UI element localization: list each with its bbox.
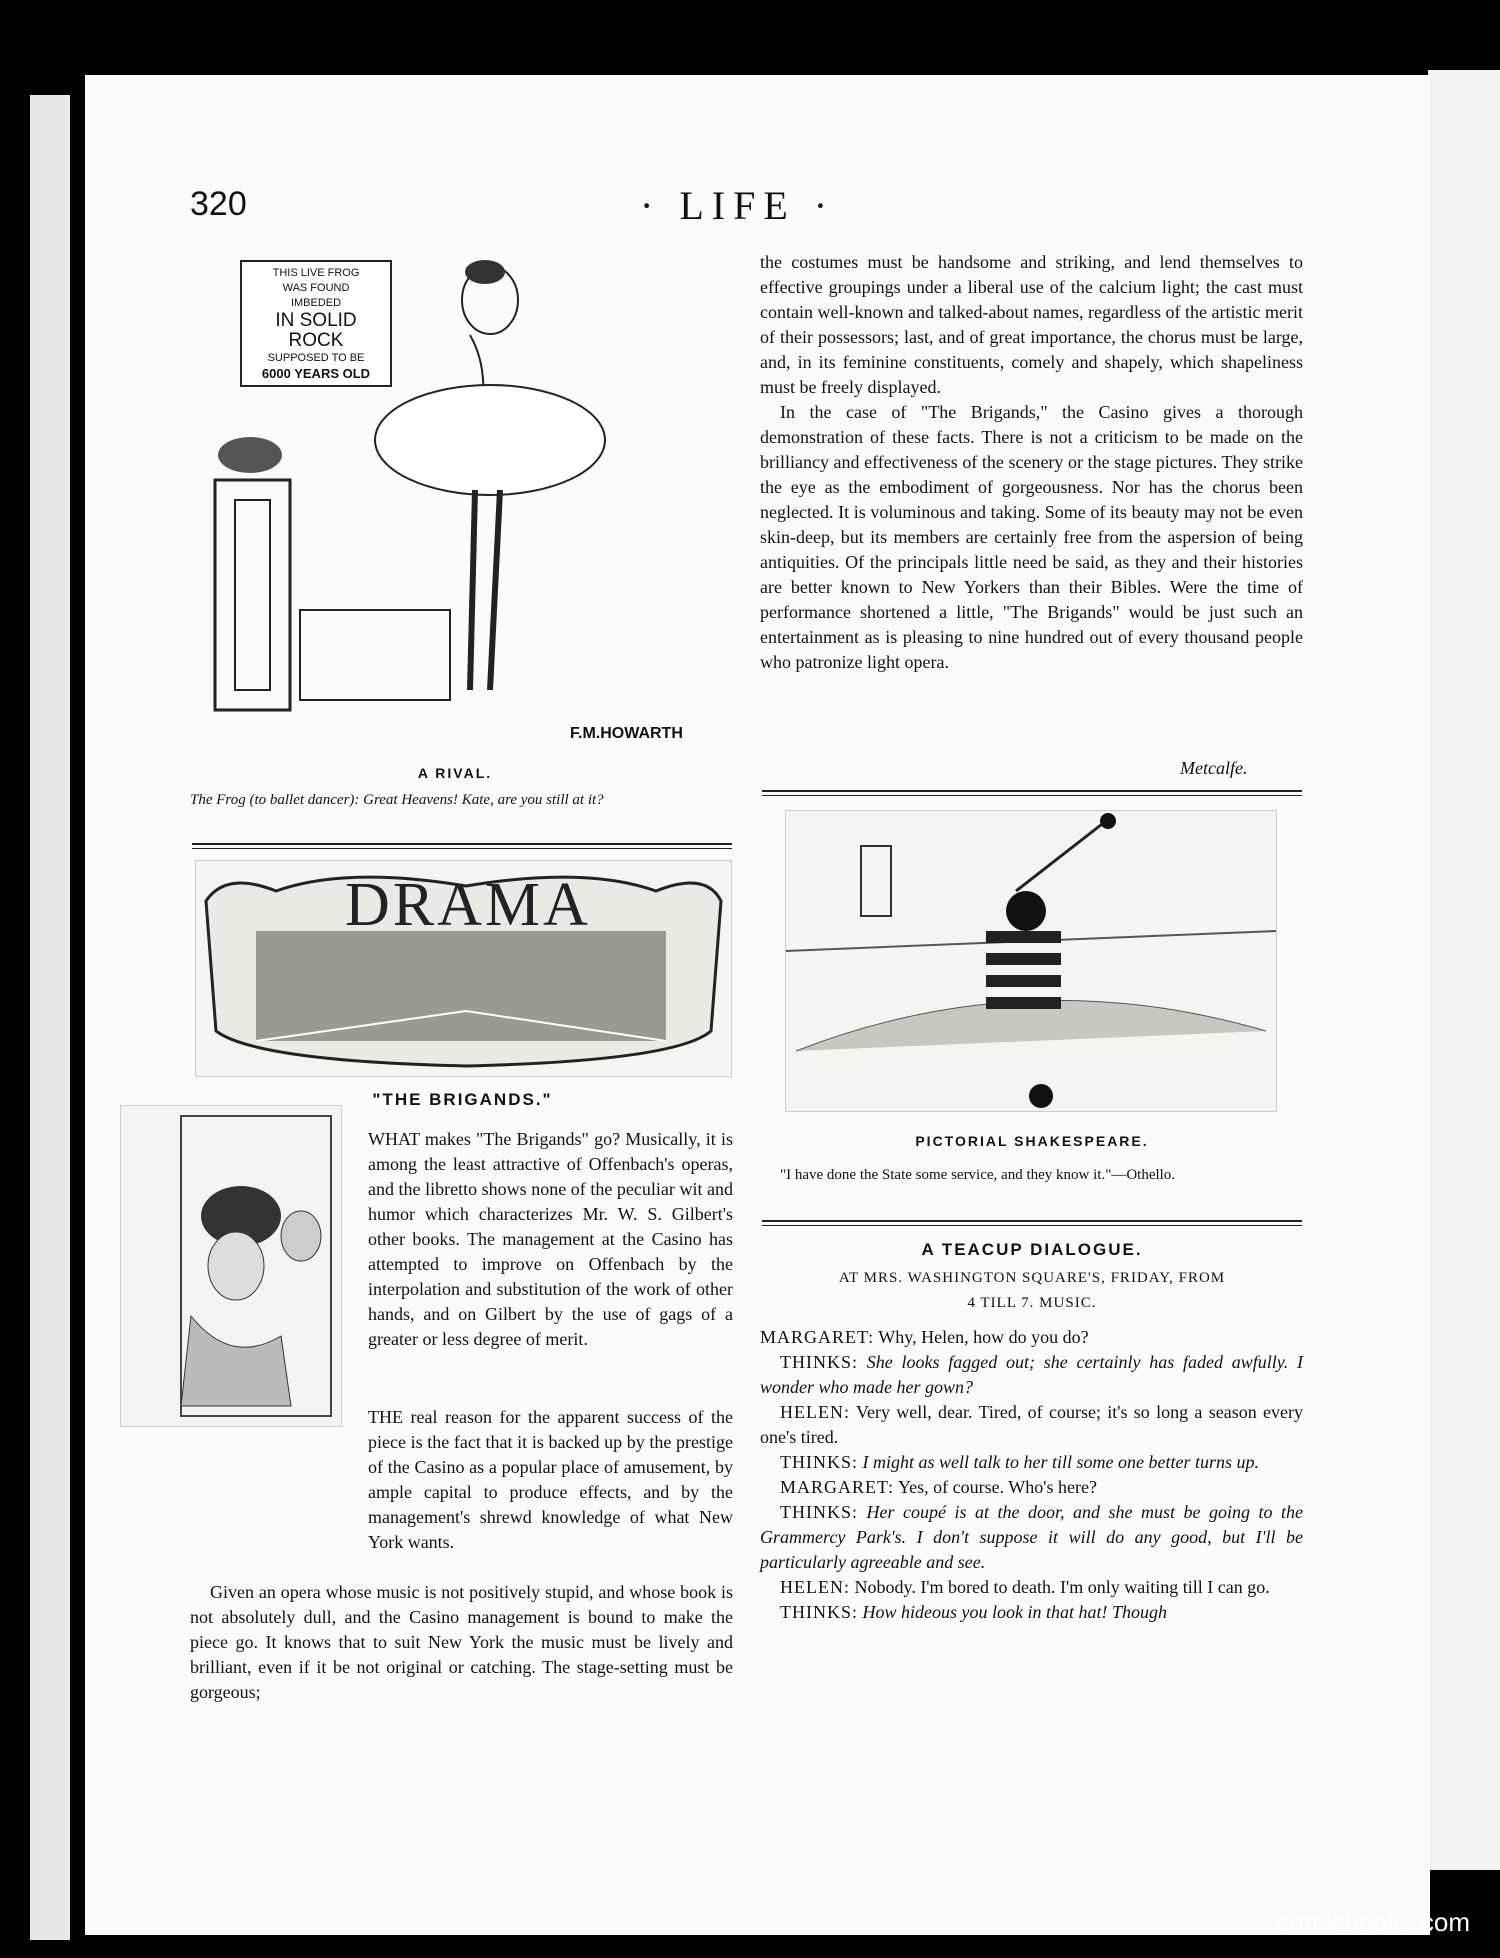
paragraph: THE real reason for the apparent success of the piece is the fact that it is backed up by the prestige of the Casino as a popular place of amusement, by ample capital to produce effects, and by the management's shrewd knowledge of what New York wants. bbox=[368, 1407, 733, 1552]
brigands-paragraph-2 bbox=[368, 1405, 733, 1555]
sign-line: IN SOLID bbox=[275, 310, 357, 331]
speaker: THINKS: bbox=[780, 1502, 858, 1522]
sign-line: ROCK bbox=[288, 330, 344, 351]
actress-drawing bbox=[121, 1106, 341, 1426]
site-watermark: comicbooks.com bbox=[1276, 1907, 1470, 1937]
dialogue-line bbox=[760, 1350, 1303, 1400]
dialogue-text: I might as well talk to her till some one better turns up. bbox=[862, 1452, 1259, 1472]
shakespeare-title: PICTORIAL SHAKESPEARE. bbox=[915, 1133, 1149, 1149]
dialogue-line bbox=[760, 1325, 1303, 1350]
paragraph: WHAT makes "The Brigands" go? Musically, it is among the least attractive of Offenbach's operas, and the libretto shows none of the peculiar wit and humor which characterizes Mr. W. S. Gilbert's other books. The management at the Casino has attempted to improve on Offenbach by the interpolation and substitution of the work of other hands, and on Gilbert by the use of gags of a greater or less degree of merit. bbox=[368, 1129, 733, 1349]
brigands-paragraph-1 bbox=[368, 1127, 733, 1352]
dialogue-line bbox=[760, 1575, 1303, 1600]
speaker: HELEN: bbox=[780, 1577, 850, 1597]
convict-drawing bbox=[786, 811, 1276, 1111]
dialogue-text: Her coupé is at the door, and she must be going to the Grammercy Park's. I don't suppose it will do any good, but I'll be particularly agreeable and see. bbox=[760, 1502, 1304, 1572]
sign-line: 6000 YEARS OLD bbox=[261, 366, 371, 381]
sign-line: IMBEDED bbox=[290, 297, 342, 309]
teacup-title: A TEACUP DIALOGUE. bbox=[921, 1240, 1143, 1259]
brigands-paragraph-3 bbox=[190, 1580, 733, 1705]
shakespeare-caption: "I have done the State some service, and they know it."—Othello. bbox=[780, 1167, 1176, 1183]
sign-line: WAS FOUND bbox=[282, 282, 350, 294]
dialogue-text: She looks fagged out; she certainly has faded awfully. I wonder who made her gown? bbox=[760, 1352, 1304, 1397]
frog-sign bbox=[240, 260, 392, 387]
rival-caption: The Frog (to ballet dancer): Great Heavens! Kate, are you still at it? bbox=[190, 792, 604, 808]
section-rule bbox=[762, 1220, 1302, 1226]
adjacent-page bbox=[1428, 70, 1500, 1870]
dialogue-line bbox=[760, 1400, 1303, 1450]
dialogue-text: Yes, of course. Who's here? bbox=[897, 1477, 1097, 1497]
dialogue-text: How hideous you look in that hat! Though bbox=[862, 1602, 1167, 1622]
actress-illustration bbox=[120, 1105, 342, 1427]
dialogue-line bbox=[760, 1500, 1303, 1575]
paragraph: Given an opera whose music is not positively stupid, and whose book is not absolutely dull, and the Casino management is bound to make the piece go. It knows that to suit New York the music must be lively and brilliant, even if it be not original or catching. The stage-setting must be gorgeous; bbox=[190, 1582, 733, 1702]
speaker: HELEN: bbox=[780, 1402, 850, 1422]
teacup-subtitle: 4 TILL 7. MUSIC. bbox=[967, 1295, 1097, 1311]
dialogue-text: Very well, dear. Tired, of course; it's so long a season every one's tired. bbox=[760, 1402, 1303, 1447]
speaker: MARGARET: bbox=[780, 1477, 895, 1497]
teacup-dialogue bbox=[760, 1325, 1303, 1625]
speaker: THINKS: bbox=[780, 1602, 858, 1622]
rival-title: A RIVAL. bbox=[417, 765, 493, 781]
brigands-continued bbox=[760, 250, 1303, 675]
artist-signature: F.M.HOWARTH bbox=[570, 725, 683, 742]
brigands-title: "THE BRIGANDS." bbox=[372, 1090, 553, 1109]
teacup-subtitle: AT MRS. WASHINGTON SQUARE'S, FRIDAY, FROM bbox=[838, 1270, 1226, 1286]
paragraph: the costumes must be handsome and striking, and lend themselves to effective groupings under a liberal use of the calcium light; the cast must contain well-known and talked-about names, regardless of the artistic merit of their possessors; last, and of great importance, the chorus must be large, and, in its feminine constituents, comely and shapely, which shapeliness must be freely displayed. bbox=[760, 252, 1303, 397]
speaker: THINKS: bbox=[780, 1352, 858, 1372]
dialogue-line bbox=[760, 1475, 1303, 1500]
page-edge bbox=[30, 95, 70, 1940]
speaker: THINKS: bbox=[780, 1452, 858, 1472]
section-rule bbox=[192, 843, 732, 849]
paragraph: In the case of "The Brigands," the Casino gives a thorough demonstration of these facts. There is not a criticism to be made on the brilliancy and effectiveness of the scenery or the stage pictures. They strike the eye as the embodiment of gorgeousness. Nor has the chorus been neglected. It is voluminous and taking. Some of its beauty may not be even skin-deep, but its members are certainly free from the aspersion of being antiquities. Of the principals little need be said, as they and their histories are better known to New Yorkers than their Bibles. Were the time of performance shortened a little, "The Brigands" would be just such an entertainment as is pleasing to nine hundred out of every thousand people who patronize light opera. bbox=[760, 402, 1303, 672]
dialogue-line bbox=[760, 1600, 1303, 1625]
article-signature: Metcalfe. bbox=[1180, 758, 1248, 778]
sign-line: THIS LIVE FROG bbox=[272, 267, 360, 279]
section-rule bbox=[762, 790, 1302, 796]
page-number: 320 bbox=[190, 185, 247, 223]
speaker: MARGARET: bbox=[760, 1327, 875, 1347]
drama-heading: DRAMA bbox=[345, 871, 591, 939]
magazine-title: · LIFE · bbox=[640, 183, 836, 228]
dialogue-text: Why, Helen, how do you do? bbox=[878, 1327, 1089, 1347]
shakespeare-illustration bbox=[785, 810, 1277, 1112]
dialogue-text: Nobody. I'm bored to death. I'm only waiting till I can go. bbox=[854, 1577, 1270, 1597]
dialogue-line bbox=[760, 1450, 1303, 1475]
sign-line: SUPPOSED TO BE bbox=[267, 352, 365, 364]
